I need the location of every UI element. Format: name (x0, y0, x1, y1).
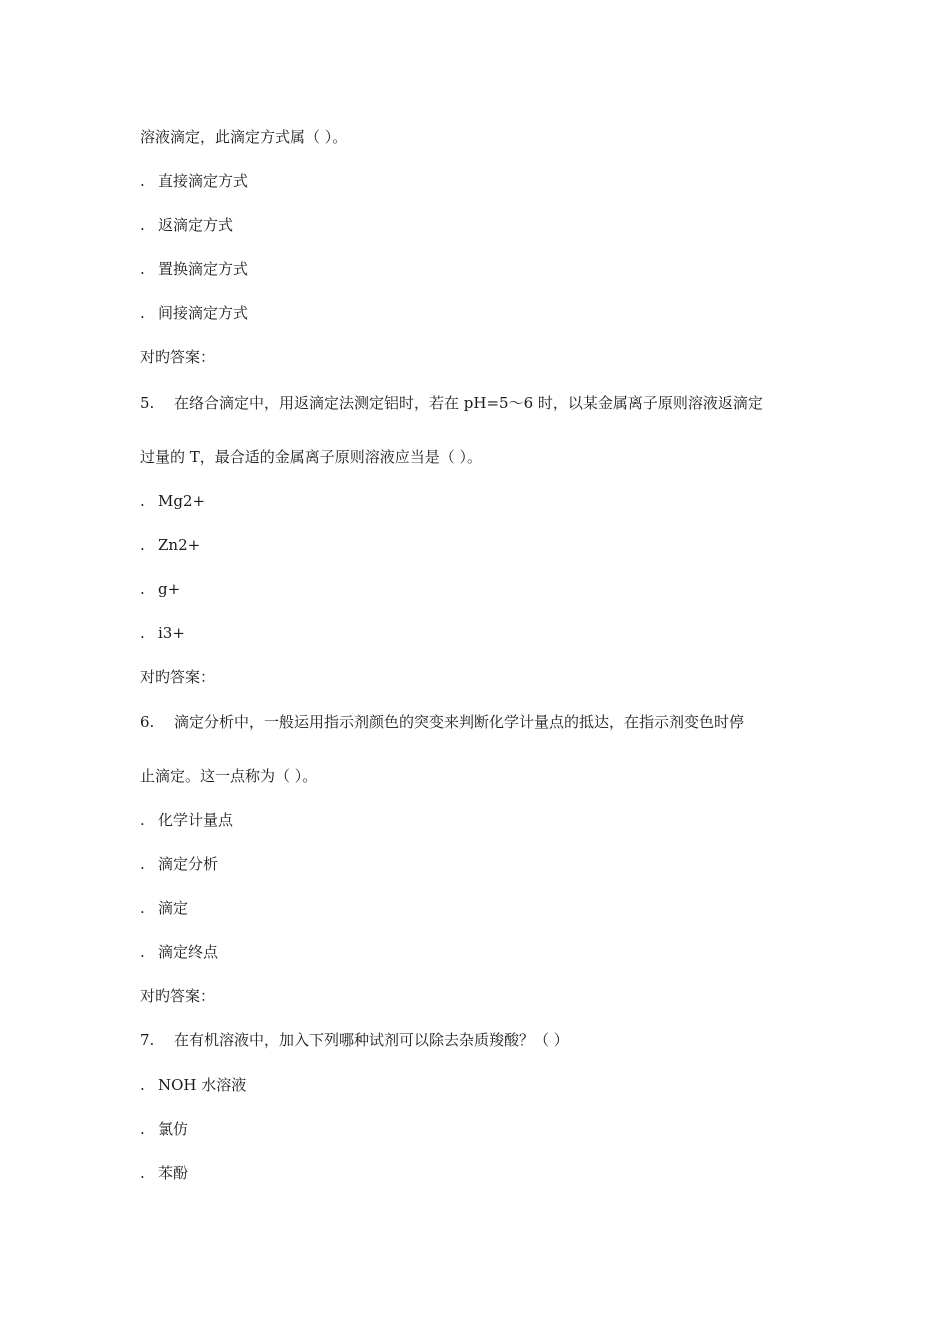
question-5-option: . i3+ (140, 624, 185, 642)
question-4-option: . 置换滴定方式 (140, 260, 249, 278)
question-6-option: . 滴定 (140, 899, 189, 917)
question-5-stem-continued: 过量的 T，最合适的金属离子原则溶液应当是（ ）。 (140, 448, 483, 466)
question-6-option: . 滴定分析 (140, 855, 219, 873)
question-4-option: . 返滴定方式 (140, 216, 234, 234)
question-4-option: . 间接滴定方式 (140, 304, 249, 322)
question-5-stem: 5. 在络合滴定中，用返滴定法测定铝时，若在 pH=5～6 时，以某金属离子原则溶液返滴定 (140, 394, 763, 412)
question-7-option: . NOH 水溶液 (140, 1076, 247, 1094)
question-4-option: . 直接滴定方式 (140, 172, 249, 190)
question-6-stem: 6. 滴定分析中，一般运用指示剂颜色的突变来判断化学计量点的抵达，在指示剂变色时停 (140, 713, 745, 731)
question-4-stem-continued: 溶液滴定，此滴定方式属（ ）。 (140, 128, 348, 146)
answer-label: 对旳答案： (140, 987, 216, 1005)
question-6-stem-continued: 止滴定。这一点称为（ ）。 (140, 767, 318, 785)
question-6-option: . 化学计量点 (140, 811, 234, 829)
answer-label: 对旳答案： (140, 668, 216, 686)
question-7-stem: 7. 在有机溶液中，加入下列哪种试剂可以除去杂质羧酸？（ ） (140, 1031, 569, 1049)
question-7-option: . 苯酚 (140, 1164, 189, 1182)
question-5-option: . g+ (140, 580, 181, 598)
question-5-option: . Zn2+ (140, 536, 201, 554)
question-7-option: . 氯仿 (140, 1120, 189, 1138)
question-5-option: . Mg2+ (140, 492, 206, 510)
answer-label: 对旳答案： (140, 348, 216, 366)
question-6-option: . 滴定终点 (140, 943, 219, 961)
